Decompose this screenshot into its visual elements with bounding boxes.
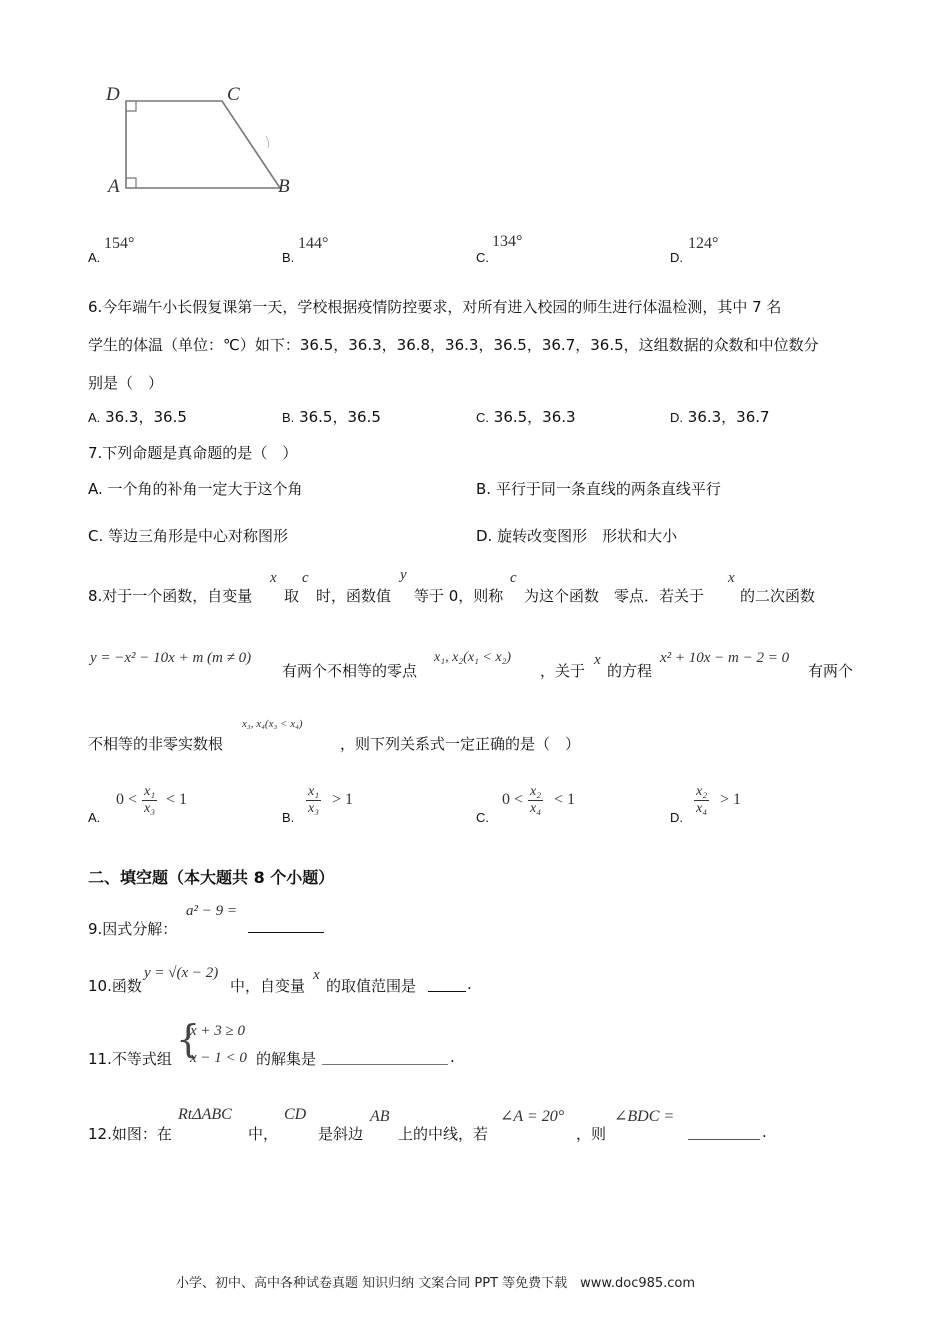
q10-expression: y = √(x − 2) (144, 965, 219, 981)
section-2-heading: 二、填空题（本大题共 8 个小题） (88, 868, 335, 887)
q12-text-5: ，则 (576, 1125, 607, 1143)
q12-text-2: 中， (248, 1125, 279, 1143)
q7-option-c: C. 等边三角形是中心对称图形 (88, 527, 289, 545)
q6-line-1: 6.今年端午小长假复课第一天，学校根据疫情防控要求，对所有进入校园的师生进行体温检测，其中 7 名 (88, 298, 782, 316)
q5-option-b-letter: B. (282, 250, 295, 265)
q8-text-4: 等于 0，则称 (414, 587, 504, 605)
q8-text-12: ，则下列关系式一定正确的是（ ） (340, 735, 581, 753)
q8-text-5: 为这个函数 零点．若关于 (524, 587, 705, 605)
q8-text-11: 不相等的非零实数根 (88, 735, 224, 753)
vertex-label-a: A (108, 176, 120, 197)
q5-option-c-value: 134° (492, 233, 523, 250)
q12-angle-a: ∠A = 20° (500, 1108, 565, 1125)
q7-option-a: A. 一个角的补角一定大于这个角 (88, 480, 303, 498)
q11-tail-text: 的解集是 (256, 1050, 317, 1068)
q6-line-3: 别是（ ） (88, 374, 164, 392)
vertex-label-c: C (227, 84, 240, 105)
q12-text-4: 上的中线，若 (398, 1125, 489, 1143)
q9-expression: a² − 9 = (186, 903, 237, 919)
q12-text-3: 是斜边 (318, 1125, 364, 1143)
q8-text-8: ，关于 (540, 662, 586, 680)
q8-var-x-1: x (270, 570, 277, 586)
q8-function: y = −x² − 10x + m (m ≠ 0) (90, 650, 252, 666)
q8-text-3: 时，函数值 (316, 587, 392, 605)
trapezoid-svg (100, 82, 300, 207)
q12-answer-blank[interactable] (688, 1123, 760, 1140)
q8-var-c-2: c (510, 570, 517, 586)
q8-text-6: 的二次函数 (740, 587, 816, 605)
q10-answer-blank[interactable] (428, 975, 466, 992)
q12-angle-bdc: ∠BDC = (614, 1108, 675, 1125)
q8-var-x-3: x (594, 652, 601, 668)
q7-stem: 7.下列命题是真命题的是（ ） (88, 444, 298, 462)
q6-option-b: B. 36.5，36.5 (282, 408, 381, 426)
q8-text-10: 有两个 (808, 662, 854, 680)
q8-roots-34: x₃, x₄(x₃ < x₄) (242, 718, 303, 730)
q12-ab: AB (370, 1108, 390, 1125)
q9-answer-blank[interactable] (248, 916, 324, 933)
vertex-label-d: D (106, 84, 120, 105)
q8-var-y: y (400, 567, 407, 583)
q12-triangle: RtΔABC (178, 1106, 232, 1123)
q6-line-2: 学生的体温（单位：℃）如下：36.5，36.3，36.8，36.3，36.5，36.7，36.5，这组数据的众数和中位数分 (88, 336, 819, 354)
q8-text-1: 8.对于一个函数，自变量 (88, 587, 253, 605)
q8-text-9: 的方程 (607, 662, 653, 680)
q10-var-x: x (313, 967, 320, 983)
q5-option-b-value: 144° (298, 235, 329, 252)
q11-label: 11.不等式组 (88, 1050, 172, 1068)
q8-text-7: 有两个不相等的零点 (282, 662, 418, 680)
q11-inequality-2: x − 1 < 0 (190, 1050, 247, 1066)
q12-cd: CD (284, 1106, 307, 1123)
q8-text-2: 取 (284, 587, 300, 605)
q10-mid-text: 中，自变量 (230, 977, 306, 995)
q9-label: 9.因式分解： (88, 920, 178, 938)
trapezoid-figure (100, 82, 300, 207)
q7-option-d: D. 旋转改变图形 形状和大小 (476, 527, 678, 545)
q8-var-x-2: x (728, 570, 735, 586)
q10-end: . (467, 975, 472, 993)
q6-option-c: C. 36.5，36.3 (476, 408, 576, 426)
q11-answer-blank[interactable] (322, 1048, 448, 1065)
q11-brace: { (176, 1017, 201, 1061)
q12-text-1: 12.如图：在 (88, 1125, 172, 1143)
q8-equation: x² + 10x − m − 2 = 0 (660, 650, 790, 666)
q11-inequality-1: x + 3 ≥ 0 (190, 1023, 246, 1039)
q5-option-a-value: 154° (104, 235, 135, 252)
q5-option-a-letter: A. (88, 250, 101, 265)
q5-option-d-value: 124° (688, 235, 719, 252)
q5-option-c-letter: C. (476, 250, 489, 265)
q12-end: . (762, 1123, 767, 1141)
q10-tail-text: 的取值范围是 (326, 977, 417, 995)
q6-option-d: D. 36.3，36.7 (670, 408, 770, 426)
q10-label: 10.函数 (88, 977, 142, 995)
q8-var-c-1: c (302, 570, 309, 586)
q8-roots-12: x₁, x₂(x₁ < x₂) (434, 650, 512, 665)
vertex-label-b: B (278, 176, 290, 197)
q5-option-d-letter: D. (670, 250, 683, 265)
page-footer: 小学、初中、高中各种试卷真题 知识归纳 文案合同 PPT 等免费下载 www.doc985.com (176, 1276, 696, 1291)
q7-option-b: B. 平行于同一条直线的两条直线平行 (476, 480, 721, 498)
q11-end: . (450, 1048, 455, 1066)
q6-option-a: A. 36.3，36.5 (88, 408, 187, 426)
